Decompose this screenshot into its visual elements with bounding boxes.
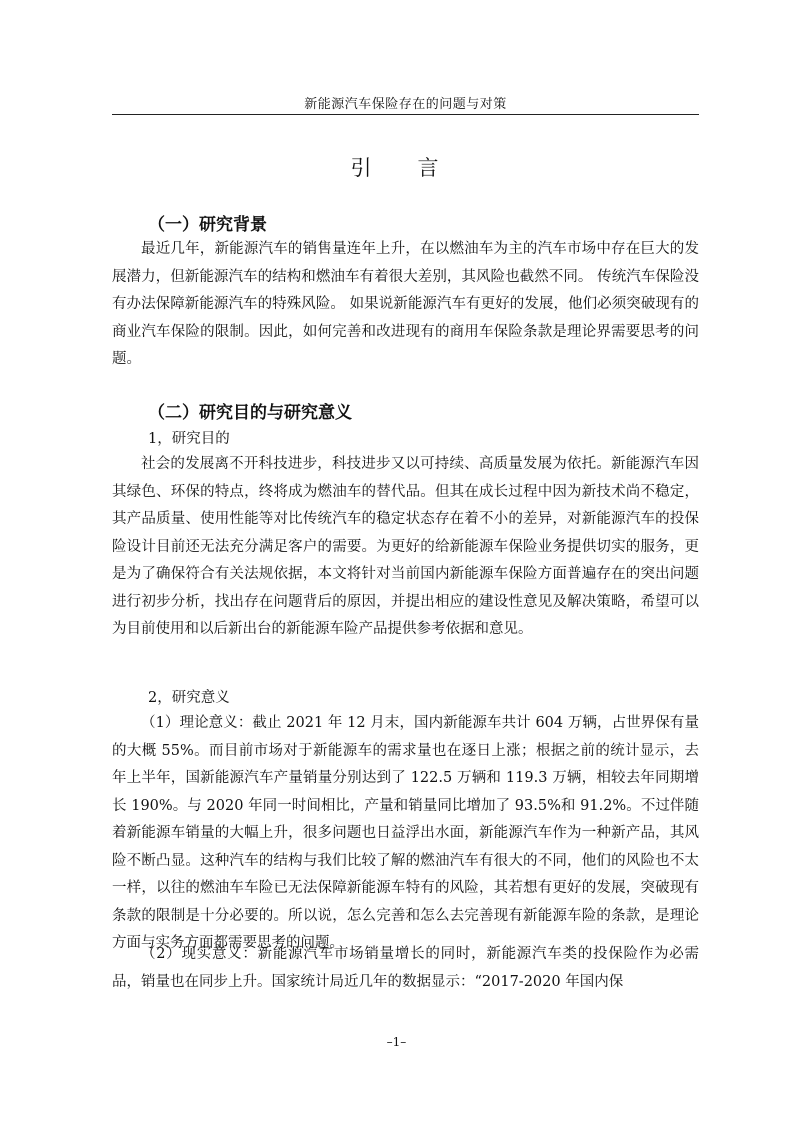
chapter-title-char-1: 引 [350,156,376,180]
paragraph-theoretical-significance: （1）理论意义：截止 2021 年 12 月末，国内新能源车共计 604 万辆，占世界保有量的大概 55%。而目前市场对于新能源车的需求量也在逐日上涨；根据之前的统计显示，去年上半年，国新能源汽车产量销量分别达到了 122.5 万辆和 119.3 万辆，相较去年同期增长 190%。与 2020 年同一时间相比，产量和销量同比增加了 93.5%和 91.2%。不过伴随着新能源车销量的大幅上升，很多问题也日益浮出水面，新能源汽车作为一种新产品，其风险不断凸显。这种汽车的结构与我们比较了解的燃油汽车有很大的不同，他们的风险也不太一样，以往的燃油车车险已无法保障新能源车特有的风险，其若想有更好的发展，突破现有条款的限制是十分必要的。所以说，怎么完善和怎么去完善现有新能源车险的条款，是理论方面与实务方面都需要思考的问题。 [112,715,699,951]
chapter-title [0,152,793,182]
header-divider [112,114,699,115]
subheading-significance: 2，研究意义 [148,690,230,706]
section-heading-purpose-significance: （二）研究目的与研究意义 [148,403,352,423]
page-number: –1– [386,1035,407,1049]
paragraph-practical-significance: （2）现实意义：新能源汽车市场销量增长的同时，新能源汽车类的投保险作为必需品，销量也在同步上升。国家统计局近几年的数据显示：“2017-2020 年国内保 [112,946,699,990]
paragraph-background: 最近几年，新能源汽车的销售量连年上升，在以燃油车为主的汽车市场中存在巨大的发展潜力，但新能源汽车的结构和燃油车有着很大差别，其风险也截然不同。 传统汽车保险没有办法保障新能源汽车的特殊风险。 如果说新能源汽车有更好的发展，他们必须突破现有的商业汽车保险的限制。因此，如何完善和改进现有的商用车保险条款是理论界需要思考的问题。 [112,241,699,367]
subheading-purpose: 1，研究目的 [148,431,230,447]
section-heading-background: （一）研究背景 [148,215,267,235]
chapter-title-char-2: 言 [417,156,443,180]
paragraph-purpose: 社会的发展离不开科技进步，科技进步又以可持续、高质量发展为依托。新能源汽车因其绿色、环保的特点，终将成为燃油车的替代品。但其在成长过程中因为新技术尚不稳定，其产品质量、使用性能等对比传统汽车的稳定状态存在着不小的差异，对新能源汽车的投保险设计目前还无法充分满足客户的需要。为更好的给新能源车保险业务提供切实的服务，更是为了确保符合有关法规依据，本文将针对当前国内新能源车保险方面普遍存在的突出问题进行初步分析，找出存在问题背后的原因，并提出相应的建设性意见及解决策略，希望可以为目前使用和以后新出台的新能源车险产品提供参考依据和意见。 [112,456,699,637]
running-header: 新能源汽车保险存在的问题与对策 [304,97,507,112]
